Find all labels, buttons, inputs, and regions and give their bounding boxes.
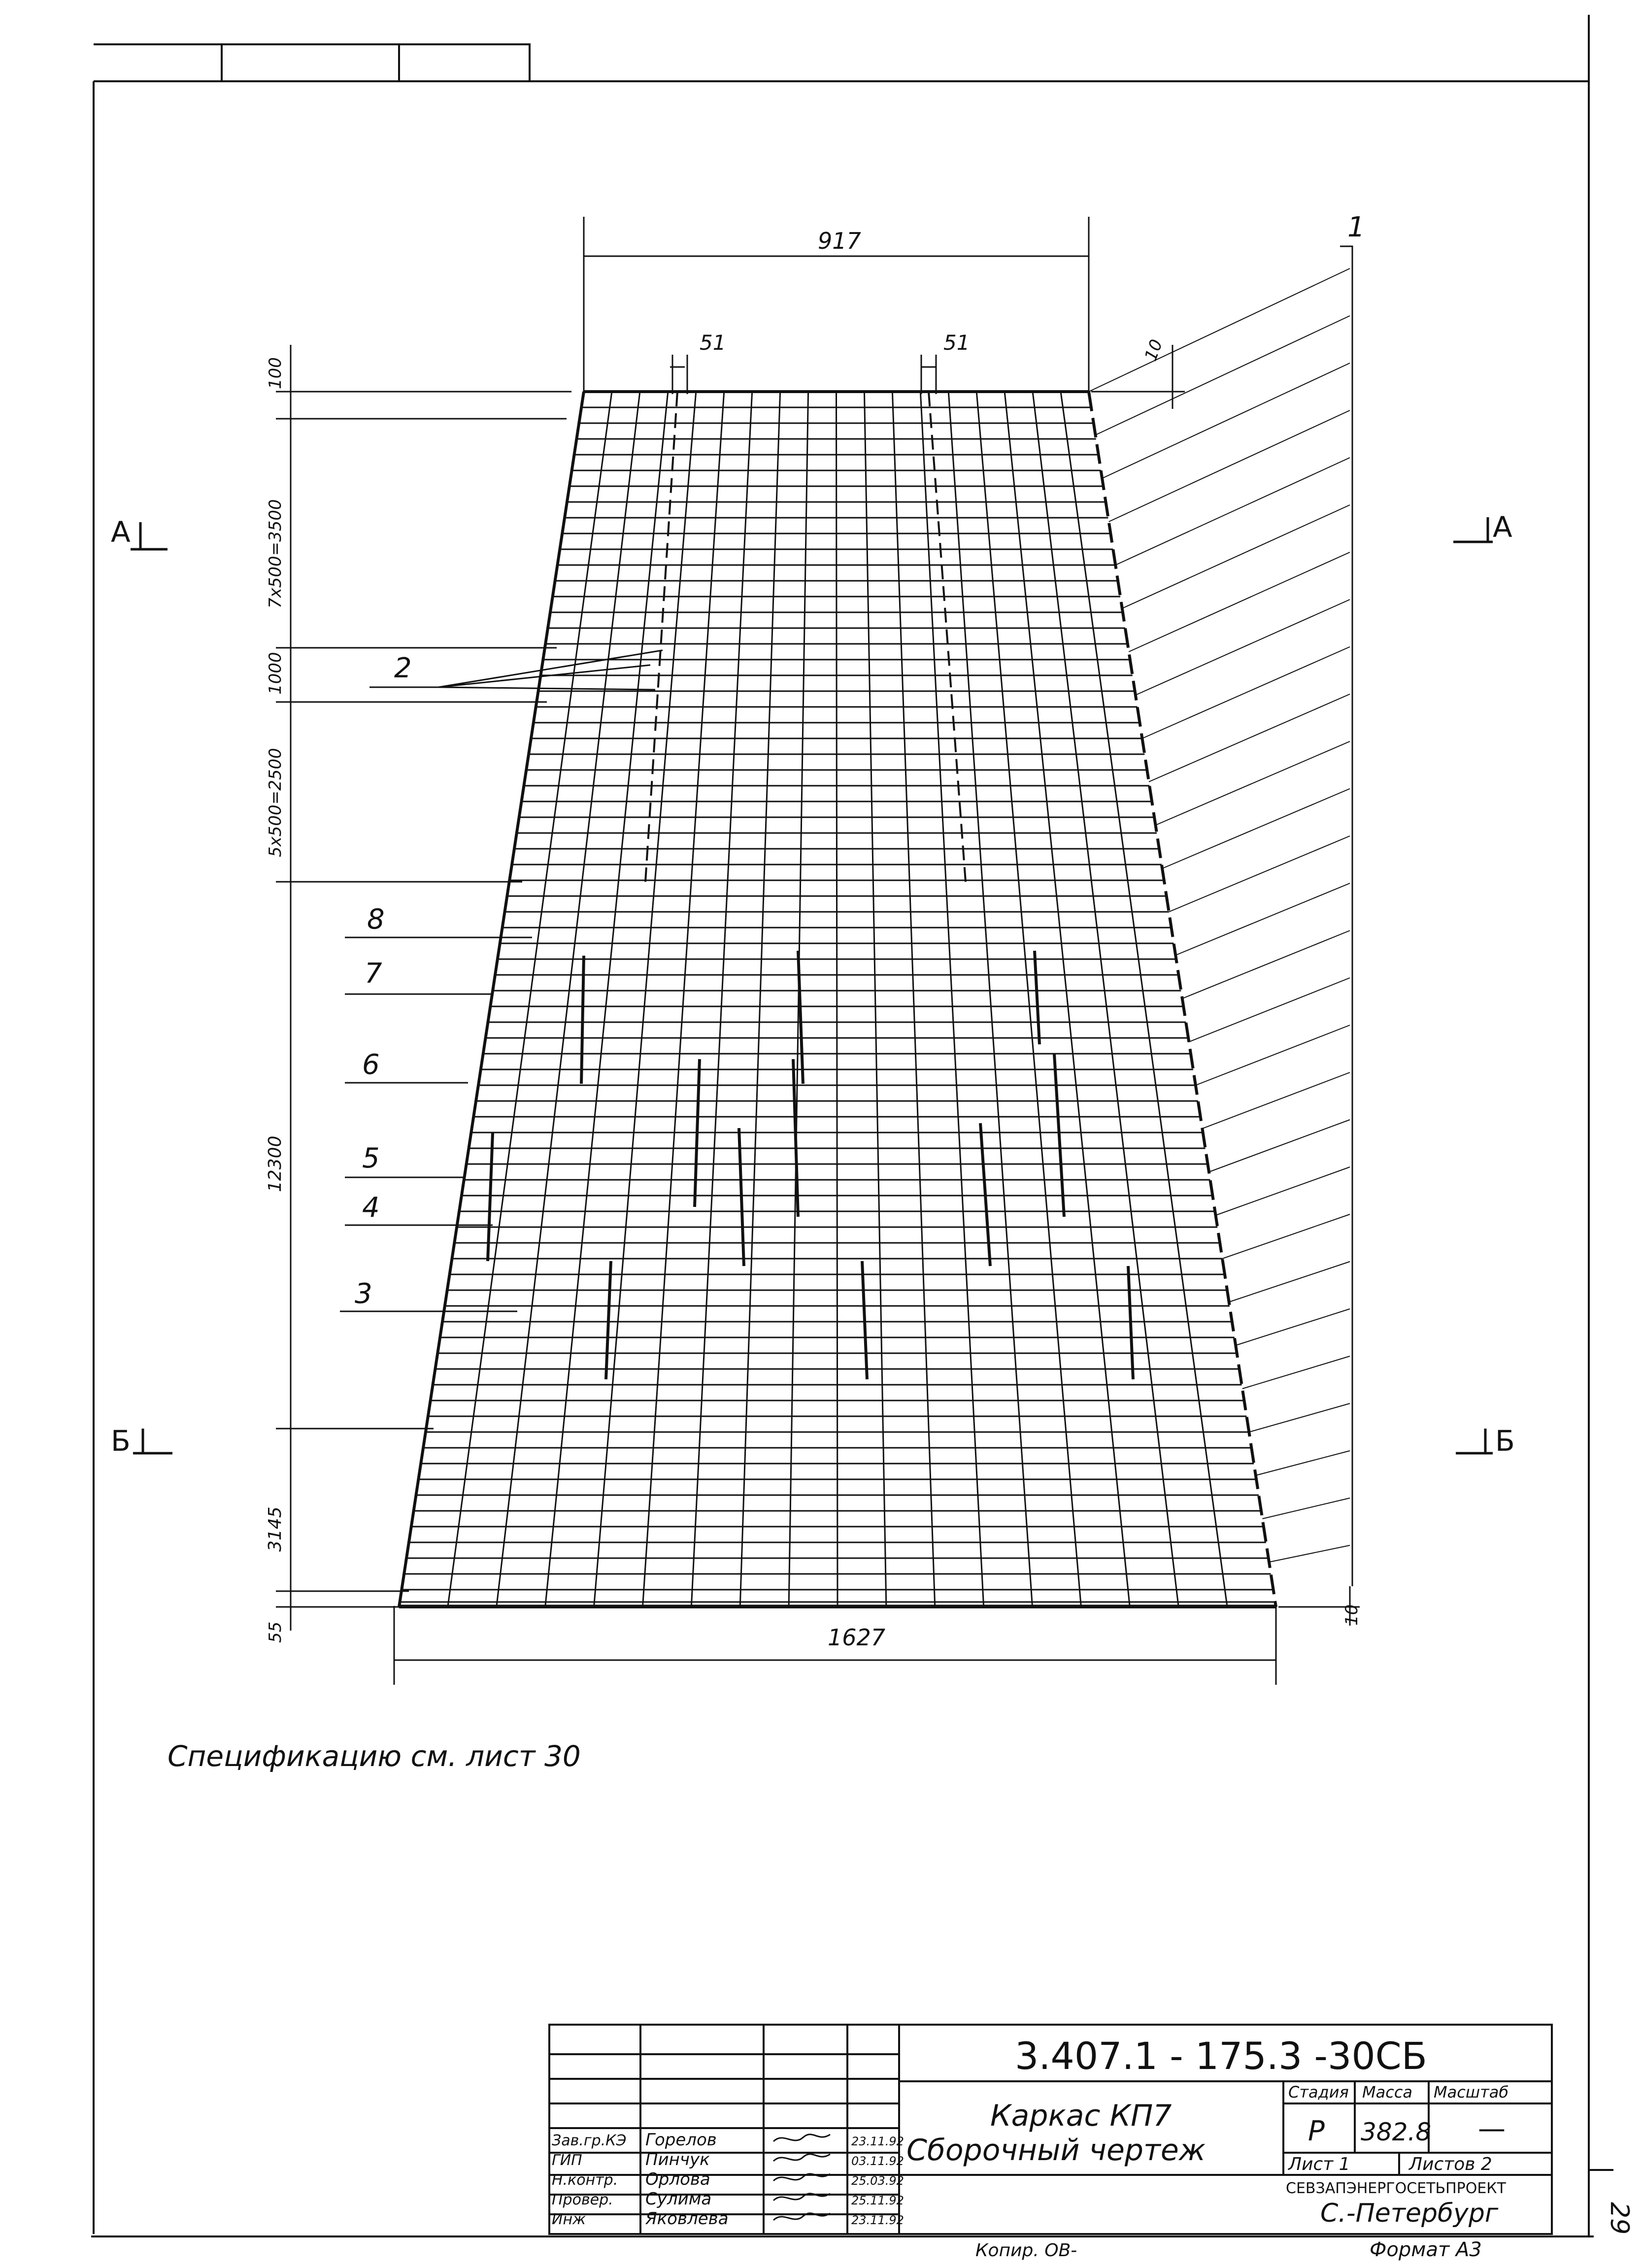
signature-name: Горелов xyxy=(645,2130,717,2150)
signature-date: 25.03.92 xyxy=(851,2174,904,2188)
dim-2500: 5x500=2500 xyxy=(266,748,285,857)
gap-left-label: 51 xyxy=(700,331,726,355)
dimension-labels xyxy=(265,228,1362,1651)
side-bar-line xyxy=(1129,552,1350,652)
side-bar-line xyxy=(1236,1309,1350,1345)
mass-header: Масса xyxy=(1362,2083,1413,2101)
signature-date: 23.11.92 xyxy=(851,2135,904,2148)
signature-role: Инж xyxy=(552,2211,586,2228)
side-bar-line xyxy=(1089,268,1350,392)
side-bar-line xyxy=(1202,1072,1350,1129)
stage-header: Стадия xyxy=(1288,2083,1349,2101)
signature-date: 23.11.92 xyxy=(851,2213,904,2227)
section-b-right: Б xyxy=(1495,1424,1515,1458)
dim-100: 100 xyxy=(266,357,285,389)
callout-1: 1 xyxy=(1347,211,1365,243)
vertical-bar xyxy=(892,392,935,1607)
sheet-count: Листов 2 xyxy=(1409,2154,1492,2174)
signature-name: Яковлева xyxy=(645,2209,729,2229)
section-a-left: A xyxy=(111,515,131,549)
reinforcing-bar xyxy=(1054,1054,1064,1217)
signature-role: ГИП xyxy=(552,2152,582,2169)
side-bar-line xyxy=(1122,505,1350,608)
drawing-name-2: Сборочный чертеж xyxy=(906,2133,1206,2168)
dim-3145: 3145 xyxy=(265,1506,285,1552)
gap-right-label: 51 xyxy=(943,331,970,355)
side-bar-line xyxy=(1262,1498,1350,1519)
callout-4: 4 xyxy=(362,1192,380,1224)
side-bar-line xyxy=(1142,647,1350,738)
reinforcing-bar xyxy=(1128,1266,1133,1379)
section-marks xyxy=(131,517,1493,1453)
page-number: 29 xyxy=(1605,2202,1634,2235)
callout-labels xyxy=(355,211,1365,1310)
signature-name: Сулима xyxy=(645,2189,712,2209)
vertical-bar xyxy=(837,392,838,1607)
vertical-bar xyxy=(691,392,752,1607)
vertical-bar xyxy=(864,392,886,1607)
dim-3500: 7x500=3500 xyxy=(266,499,285,608)
dimension-lines xyxy=(276,217,1360,1685)
side-bar-line xyxy=(1169,836,1350,912)
mass-value: 382.8 xyxy=(1361,2118,1432,2146)
side-bar-line xyxy=(1102,363,1350,478)
side-bar-line xyxy=(1269,1545,1350,1562)
signature-scribble xyxy=(773,2154,830,2161)
hanger-bar xyxy=(929,392,966,882)
top-width-label: 917 xyxy=(818,228,861,254)
vertical-bar xyxy=(448,392,612,1607)
vertical-bar xyxy=(1061,392,1227,1607)
scale-header: Масштаб xyxy=(1434,2083,1509,2101)
signature-name: Пинчук xyxy=(645,2150,710,2169)
drawing-code: 3.407.1 - 175.3 -30СБ xyxy=(1015,2034,1427,2078)
side-bar-line xyxy=(1096,316,1350,435)
reinforcing-bar xyxy=(980,1123,990,1266)
side-bar-line xyxy=(1242,1356,1350,1389)
side-bar-line xyxy=(1149,694,1350,782)
bottom-offset-label: 10 xyxy=(1342,1604,1362,1626)
callout-8: 8 xyxy=(367,903,385,935)
signature-date: 03.11.92 xyxy=(851,2154,904,2168)
vertical-bar xyxy=(642,392,724,1607)
stage-value: Р xyxy=(1308,2115,1325,2147)
signature-name: Орлова xyxy=(645,2169,710,2189)
side-bar-line xyxy=(1216,1167,1350,1215)
side-bar-line xyxy=(1229,1262,1350,1302)
vertical-bar xyxy=(1033,392,1178,1607)
signature-date: 25.11.92 xyxy=(851,2194,904,2207)
side-bar-line xyxy=(1189,978,1350,1042)
vertical-bar xyxy=(497,392,640,1607)
scale-value: — xyxy=(1478,2113,1506,2145)
dim-12300: 12300 xyxy=(265,1135,285,1192)
signature-scribble xyxy=(773,2135,830,2141)
side-bar-line xyxy=(1109,410,1350,522)
vertical-bar xyxy=(545,392,668,1607)
mesh-left-edge xyxy=(399,392,584,1607)
vertical-bar xyxy=(740,392,780,1607)
side-bar-line xyxy=(1256,1451,1350,1475)
mesh-grid xyxy=(399,392,1276,1607)
vertical-bar xyxy=(594,392,696,1607)
side-bar-line xyxy=(1196,1025,1350,1085)
dim-1000: 1000 xyxy=(266,652,285,695)
bottom-width-label: 1627 xyxy=(828,1624,886,1651)
sheet-frame xyxy=(91,15,1613,2236)
side-bar-line xyxy=(1156,741,1350,825)
reinforcing-bar xyxy=(1035,951,1039,1044)
signature-role: Н.контр. xyxy=(552,2171,618,2189)
copied-by: Копир. ОВ- xyxy=(975,2240,1077,2261)
reinforcing-bar xyxy=(606,1261,611,1379)
sheet-number: Лист 1 xyxy=(1288,2154,1350,2174)
callout-5: 5 xyxy=(362,1142,380,1174)
title-block-text xyxy=(906,2034,1508,2228)
specification-note: Спецификацию см. лист 30 xyxy=(168,1739,581,1773)
vertical-bar xyxy=(920,392,983,1607)
callout-2: 2 xyxy=(394,652,412,684)
reinforcing-bar xyxy=(862,1261,867,1379)
section-b-left: Б xyxy=(111,1424,131,1458)
side-bar-fan xyxy=(1089,268,1350,1562)
side-bar-line xyxy=(1115,458,1350,565)
dim-55: 55 xyxy=(266,1621,285,1643)
signature-role: Провер. xyxy=(552,2191,613,2208)
side-bar-line xyxy=(1175,883,1350,955)
side-bar-line xyxy=(1162,789,1350,868)
side-bar-line xyxy=(1222,1214,1350,1259)
organization-city: С.-Петербург xyxy=(1320,2199,1499,2228)
side-bar-line xyxy=(1249,1403,1350,1432)
signature-role: Зав.гр.КЭ xyxy=(552,2132,627,2149)
callout-3: 3 xyxy=(355,1278,372,1310)
side-bar-line xyxy=(1136,600,1350,695)
format-label: Формат А3 xyxy=(1370,2238,1482,2261)
mesh-right-edge xyxy=(1089,392,1276,1607)
section-a-right: A xyxy=(1493,510,1512,544)
vertical-bar xyxy=(948,392,1032,1607)
section-labels xyxy=(111,510,1515,1458)
reinforcing-bar xyxy=(488,1133,493,1261)
callout-7: 7 xyxy=(365,958,382,990)
vertical-bar xyxy=(976,392,1081,1607)
vertical-bar xyxy=(1005,392,1130,1607)
top-offset-label: 10 xyxy=(1140,336,1167,364)
drawing-name-1: Каркас КП7 xyxy=(990,2099,1172,2133)
callout-6: 6 xyxy=(362,1049,380,1081)
side-bar-line xyxy=(1209,1120,1350,1172)
footer xyxy=(975,2202,1634,2261)
organization: СЕВЗАПЭНЕРГОСЕТЬПРОЕКТ xyxy=(1286,2180,1506,2197)
